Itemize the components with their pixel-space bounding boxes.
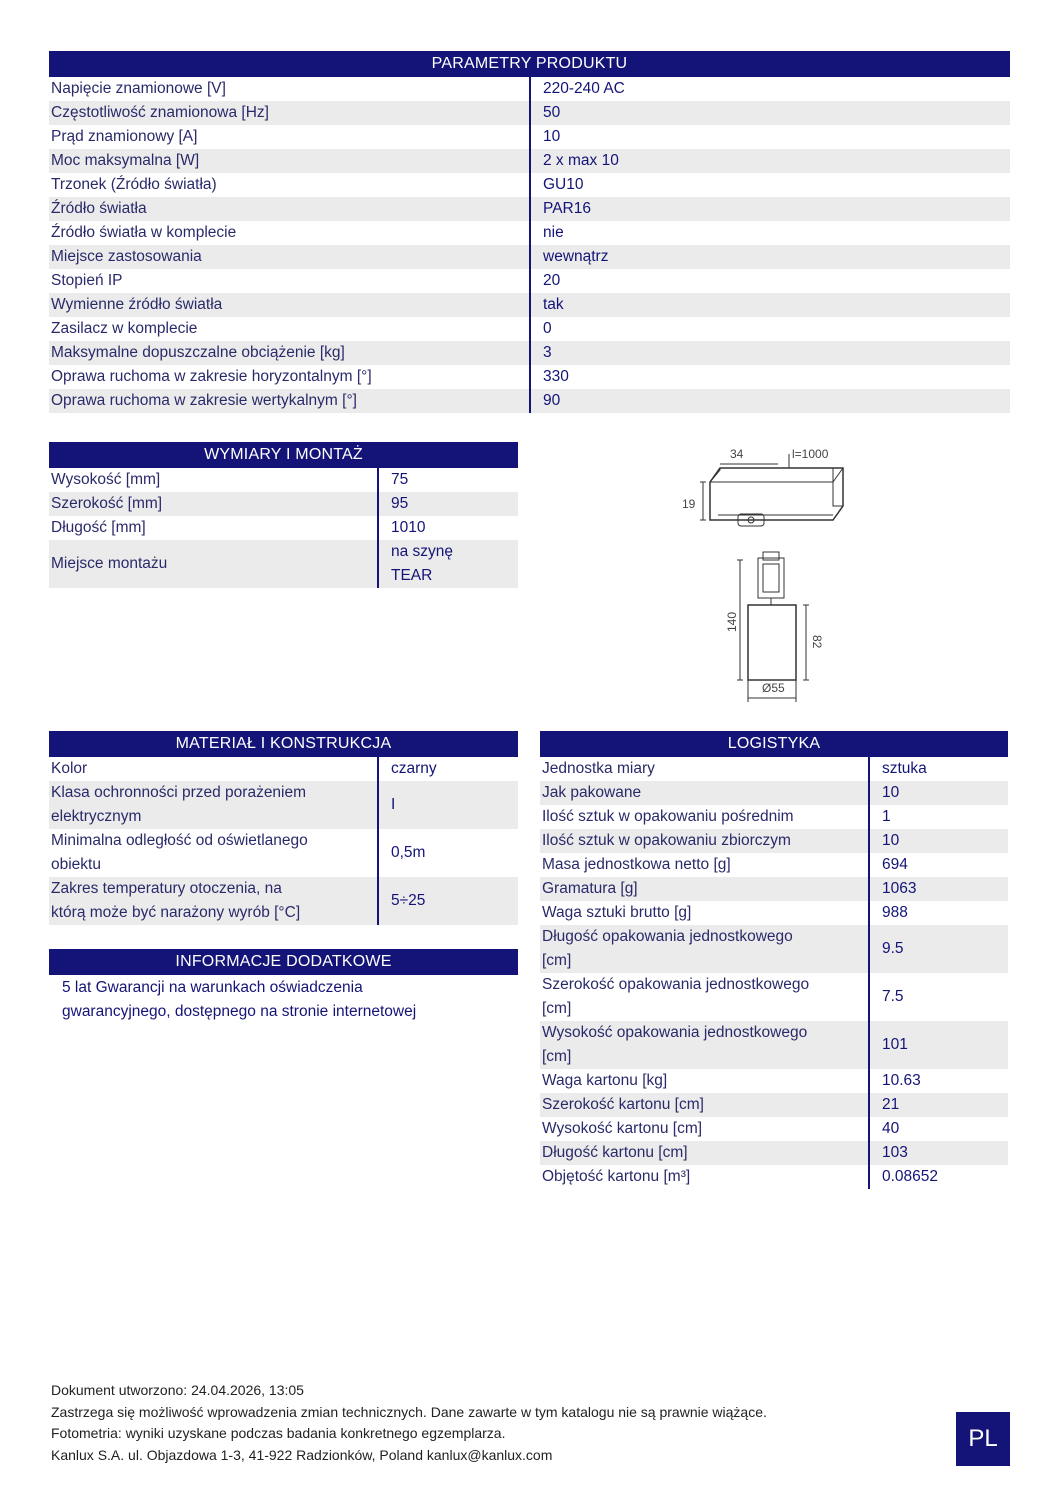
row-value: 1063 [869,877,1008,901]
footer-company-address: Kanlux S.A. ul. Objazdowa 1-3, 41-922 Radzionków, Poland kanlux@kanlux.com [51,1446,553,1463]
row-value: 7.5 [869,973,1008,1021]
table-row [49,293,1010,317]
row-value: 101 [869,1021,1008,1069]
logistyka-title: LOGISTYKA [540,731,1008,757]
table-row [49,125,1010,149]
row-value: I [378,781,518,829]
row-value: 10.63 [869,1069,1008,1093]
label-line: którą może być narażony wyrób [°C] [51,904,301,921]
label-line: [cm] [542,952,572,969]
footer [51,1380,767,1466]
informacje-title: INFORMACJE DODATKOWE [49,949,518,975]
row-label: Waga sztuki brutto [g] [542,904,692,921]
table-row [540,1165,1008,1189]
table-row [540,877,1008,901]
warranty-info [62,976,512,1024]
label-line: Zakres temperatury otoczenia, na [51,880,282,897]
table-row [49,101,1010,125]
row-value: 20 [530,269,1010,293]
row-label: Waga kartonu [kg] [542,1072,668,1089]
row-value: sztuka [869,757,1008,781]
row-value: 10 [869,829,1008,853]
table-row [49,197,1010,221]
table-row [49,757,518,781]
row-label: Maksymalne dopuszczalne obciążenie [kg] [49,341,530,365]
row-value: 0,5m [378,829,518,877]
table-row [540,1141,1008,1165]
row-value: 21 [869,1093,1008,1117]
row-value: 1010 [378,516,518,540]
row-label: Częstotliwość znamionowa [Hz] [49,101,530,125]
row-label: Szerokość [mm] [49,492,378,516]
row-label: Prąd znamionowy [A] [51,128,198,145]
table-row [49,389,1010,413]
warranty-line: 5 lat Gwarancji na warunkach oświadczenia [62,979,363,996]
technical-drawing [668,440,858,710]
language-badge: PL [956,1412,1010,1466]
table-row [540,973,1008,1021]
row-value: 90 [530,389,1010,413]
row-value: 75 [378,468,518,492]
label-line: Wysokość opakowania jednostkowego [542,1024,808,1041]
table-row [49,77,1010,101]
label-line: obiektu [51,856,101,873]
table-row [540,1069,1008,1093]
table-row [49,516,518,540]
row-value: 220-240 AC [530,77,1010,101]
parametry-title: PARAMETRY PRODUKTU [49,51,1010,77]
table-row [49,269,1010,293]
label-line: Minimalna odległość od oświetlanego [51,832,308,849]
label-line: [cm] [542,1048,572,1065]
label-line: [cm] [542,1000,572,1017]
material-title: MATERIAŁ I KONSTRUKCJA [49,731,518,757]
label-line: Szerokość opakowania jednostkowego [542,976,810,993]
row-label: Kolor [51,760,88,777]
row-value: 330 [530,365,1010,389]
row-value [378,540,518,588]
row-label [49,829,378,877]
row-value: 3 [530,341,1010,365]
row-label: Wysokość kartonu [cm] [542,1120,703,1137]
row-label [49,781,378,829]
row-label: Miejsce zastosowania [49,245,530,269]
row-label: Zasilacz w komplecie [51,320,198,337]
table-row [49,317,1010,341]
table-row [540,1021,1008,1069]
row-label: Szerokość kartonu [cm] [540,1093,869,1117]
table-row [49,540,518,588]
table-row [49,492,518,516]
row-value: wewnątrz [530,245,1010,269]
table-row [540,829,1008,853]
row-label: Źródło światła [49,197,530,221]
table-row [540,1117,1008,1141]
material-table [49,731,518,925]
logistyka-table [540,731,1008,1189]
table-row [49,829,518,877]
row-label: Długość kartonu [cm] [540,1141,869,1165]
row-label [540,1021,869,1069]
label-line: Długość opakowania jednostkowego [542,928,793,945]
table-row [540,925,1008,973]
row-value: 5÷25 [378,877,518,925]
dim-19-label: 19 [682,497,696,511]
row-label: Ilość sztuk w opakowaniu zbiorczym [540,829,869,853]
table-row [540,901,1008,925]
row-label: Oprawa ruchoma w zakresie wertykalnym [°] [49,389,530,413]
row-value: 694 [869,853,1008,877]
footer-created-date: Dokument utworzono: 24.04.2026, 13:05 [51,1382,304,1398]
row-value: 40 [869,1117,1008,1141]
row-label: Trzonek (Źródło światła) [51,176,217,193]
row-label: Ilość sztuk w opakowaniu pośrednim [542,808,794,825]
row-label: Jednostka miary [542,760,655,777]
dim-34-label: 34 [730,447,744,461]
wymiary-title: WYMIARY I MONTAŻ [49,442,518,468]
row-value: 9.5 [869,925,1008,973]
table-row [49,341,1010,365]
row-label: Objętość kartonu [m³] [542,1168,691,1185]
row-label: Jak pakowane [540,781,869,805]
table-row [49,221,1010,245]
row-value: czarny [378,757,518,781]
row-label: Masa jednostkowa netto [g] [542,856,731,873]
table-row [49,149,1010,173]
dim-55-label: Ø55 [762,681,785,695]
dim-82-label: 82 [810,635,824,649]
row-value: GU10 [530,173,1010,197]
row-label: Stopień IP [51,272,123,289]
value-line: TEAR [391,567,433,584]
row-value: 0 [530,317,1010,341]
table-row [540,757,1008,781]
row-label: Miejsce montażu [49,540,378,588]
table-row [49,468,518,492]
row-value: 10 [869,781,1008,805]
row-label: Źródło światła w komplecie [51,224,237,241]
row-value: 10 [530,125,1010,149]
warranty-line: gwarancyjnego, dostępnego na stronie internetowej [62,1003,417,1020]
row-value: 988 [869,901,1008,925]
table-row [540,805,1008,829]
table-row [49,877,518,925]
row-value: 0.08652 [869,1165,1008,1189]
row-label [540,925,869,973]
row-value: tak [530,293,1010,317]
table-row [49,365,1010,389]
value-line: na szynę [391,543,454,560]
row-label: Wysokość [mm] [51,471,161,488]
table-row [49,245,1010,269]
footer-photometry-note: Fotometria: wyniki uzyskane podczas badania konkretnego egzemplarza. [51,1425,506,1441]
row-value: PAR16 [530,197,1010,221]
row-label: Moc maksymalna [W] [49,149,530,173]
footer-disclaimer: Zastrzega się możliwość wprowadzenia zmian technicznych. Dane zawarte w tym katalogu nie są prawnie wiążące. [51,1403,767,1420]
parametry-table [49,51,1010,413]
table-row [540,1093,1008,1117]
row-label: Gramatura [g] [540,877,869,901]
table-row [540,781,1008,805]
row-label [540,973,869,1021]
row-label [49,877,378,925]
table-row [49,781,518,829]
dim-140-label: 140 [725,611,739,632]
wymiary-table [49,442,518,588]
row-label: Oprawa ruchoma w zakresie horyzontalnym [°] [51,368,372,385]
label-line: Klasa ochronności przed porażeniem [51,784,307,801]
row-value: 95 [378,492,518,516]
dim-length-label: l=1000 [792,447,829,461]
row-value: 2 x max 10 [530,149,1010,173]
row-label: Długość [mm] [51,519,146,536]
table-row [49,173,1010,197]
label-line: elektrycznym [51,808,142,825]
row-value: 1 [869,805,1008,829]
row-value: 103 [869,1141,1008,1165]
table-row [540,853,1008,877]
row-value: nie [530,221,1010,245]
row-value: 50 [530,101,1010,125]
informacje-table [49,949,518,975]
row-label: Wymienne źródło światła [49,293,530,317]
row-label: Napięcie znamionowe [V] [51,80,226,97]
